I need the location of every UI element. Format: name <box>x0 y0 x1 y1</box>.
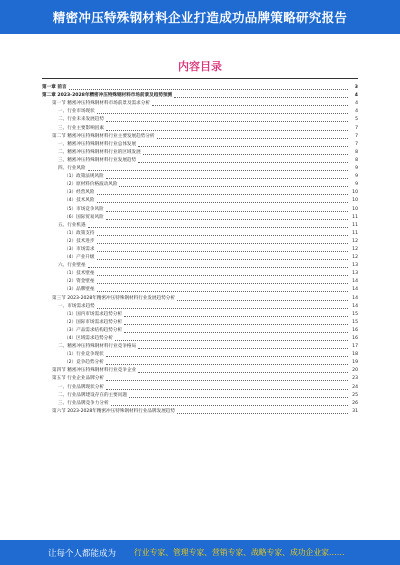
toc-entry[interactable] <box>42 327 358 335</box>
toc-entry-text: （1）政策支持 <box>64 230 95 236</box>
toc-entry[interactable] <box>42 197 358 205</box>
toc-entry[interactable] <box>42 270 358 278</box>
toc-entry-text: 四、行业风险 <box>58 166 86 172</box>
toc-entry[interactable] <box>42 367 358 375</box>
toc-entry[interactable] <box>42 141 358 149</box>
toc-entry-text: 六、行业壁垒 <box>58 263 86 269</box>
toc-entry[interactable] <box>42 319 358 327</box>
toc-entry-page: 7 <box>355 125 358 131</box>
toc-entry-page: 4 <box>354 93 358 99</box>
toc-entry-text: （4）产业升级 <box>64 255 95 261</box>
toc-entry-text: 第一章 前言 <box>42 85 67 91</box>
toc-leader-dots <box>69 88 348 90</box>
toc-entry-text: 一、精密冲压特殊钢材料行业总体发展 <box>58 141 137 147</box>
toc-entry-page: 7 <box>355 141 358 147</box>
toc-leader-dots <box>111 404 348 406</box>
toc-entry-text: （4）区域需求趋势分析 <box>64 336 113 341</box>
toc-leader-dots <box>138 145 348 147</box>
toc-entry-page: 10 <box>352 206 358 212</box>
toc-entry[interactable] <box>42 383 358 391</box>
toc-entry[interactable] <box>42 278 358 286</box>
toc-entry-page: 12 <box>352 246 358 252</box>
toc-entry[interactable] <box>42 294 358 302</box>
toc-entry-page: 10 <box>352 190 358 196</box>
toc-entry-text: （2）技术进步 <box>64 238 95 244</box>
toc-leader-dots <box>97 201 349 203</box>
toc-leader-dots <box>106 363 348 365</box>
toc-divider <box>42 78 358 79</box>
toc-entry-page: 11 <box>352 230 358 236</box>
toc-entry[interactable] <box>42 189 358 197</box>
toc-entry[interactable] <box>42 351 358 359</box>
footer-tags: 行业专家、管理专家、营销专家、战略专家、成功企业家…… <box>134 548 345 557</box>
toc-leader-dots <box>88 266 348 268</box>
toc-leader-dots <box>138 161 348 163</box>
toc-entry[interactable] <box>42 303 358 311</box>
toc-leader-dots <box>138 371 348 373</box>
toc-entry-page: 31 <box>352 408 358 414</box>
toc-entry[interactable] <box>42 262 358 270</box>
toc-entry-page: 4 <box>355 109 358 115</box>
toc-entry-page: 15 <box>352 311 358 317</box>
toc-entry[interactable] <box>42 335 358 343</box>
toc-entry-text: 第二节 精密冲压特殊钢材料行业主要发展趋势分析 <box>52 133 155 139</box>
toc-entry-text: 二、精密冲压特殊钢材料行业的区域发展 <box>58 149 141 155</box>
toc-leader-dots <box>177 412 348 414</box>
toc-leader-dots <box>106 388 348 390</box>
toc-entry-page: 17 <box>352 344 358 350</box>
toc-entry-page: 14 <box>352 303 358 309</box>
toc-title: 内容目录 <box>178 60 222 73</box>
toc-entry-text: 第二章 2023-2028年精密冲压特殊钢材料市场前景及趋势预测 <box>42 93 173 99</box>
toc-entry-page: 11 <box>352 222 358 228</box>
toc-entry-page: 13 <box>352 263 358 269</box>
toc-entry-text: 三、行业品牌竞争力分析 <box>58 400 109 406</box>
toc-leader-dots <box>97 112 348 114</box>
toc-entry-text: （2）原材料价格波动风险 <box>64 182 118 188</box>
toc-entry-text: （1）行业竞争现状 <box>64 352 104 358</box>
toc-entry-page: 24 <box>352 384 358 390</box>
toc-entry-text: 第三节 2023-2028年精密冲压特殊钢材料行业发展趋势分析 <box>52 295 175 301</box>
toc-entry[interactable] <box>42 149 358 157</box>
toc-entry[interactable] <box>42 222 358 230</box>
toc-leader-dots <box>124 323 348 325</box>
toc-leader-dots <box>97 290 349 292</box>
toc-entry-text: （3）经营风险 <box>64 190 95 196</box>
toc-entry-text: （3）市场需求 <box>64 246 95 252</box>
toc-leader-dots <box>106 177 348 179</box>
toc-entry[interactable] <box>42 238 358 246</box>
toc-entry-page: 7 <box>355 133 358 139</box>
toc-entry-page: 4 <box>355 101 358 107</box>
toc-leader-dots <box>129 396 348 398</box>
toc-entry-page: 11 <box>352 214 358 220</box>
toc-entry-text: 第六节 2023-2028年精密冲压特殊钢材料行业品牌发展趋势 <box>52 408 175 414</box>
toc-entry-page: 18 <box>352 352 358 358</box>
toc-entry-text: 一、行业市场现状 <box>58 109 95 115</box>
toc-entry-page: 5 <box>355 117 358 123</box>
footer-banner <box>0 540 400 565</box>
toc-leader-dots <box>106 129 348 131</box>
toc-entry-page: 3 <box>354 85 358 91</box>
toc-leader-dots <box>106 210 348 212</box>
toc-entry-text: 一、市场需求趋势 <box>58 303 95 309</box>
toc-entry[interactable] <box>42 133 358 141</box>
toc-entry-text: （2）竞争趋势分析 <box>64 360 104 366</box>
table-of-contents <box>42 84 358 416</box>
toc-entry[interactable] <box>42 254 358 262</box>
toc-leader-dots <box>88 226 348 228</box>
toc-entry[interactable] <box>42 205 358 213</box>
toc-leader-dots <box>97 250 349 252</box>
toc-entry-text: （1）技术壁垒 <box>64 271 95 277</box>
toc-leader-dots <box>97 242 349 244</box>
toc-leader-dots <box>97 274 349 276</box>
toc-entry-page: 19 <box>352 360 358 366</box>
toc-entry-text: 一、行业品牌现状分析 <box>58 384 104 390</box>
toc-entry[interactable] <box>42 116 358 124</box>
toc-leader-dots <box>177 299 348 301</box>
toc-leader-dots <box>106 120 348 122</box>
toc-entry-text: 五、行业机遇 <box>58 222 86 228</box>
toc-entry-text: （4）技术风险 <box>64 198 95 204</box>
toc-entry-text: 二、行业未来发展趋势 <box>58 117 104 123</box>
toc-entry[interactable] <box>42 181 358 189</box>
toc-entry-text: （1）国内市场需求趋势分析 <box>64 311 123 317</box>
toc-entry[interactable] <box>42 165 358 173</box>
toc-entry-page: 14 <box>352 295 358 301</box>
report-title-banner <box>0 0 400 34</box>
toc-leader-dots <box>106 379 348 381</box>
toc-entry[interactable] <box>42 173 358 181</box>
toc-leader-dots <box>119 185 348 187</box>
toc-entry-page: 9 <box>355 166 358 172</box>
toc-entry-page: 8 <box>355 157 358 163</box>
toc-entry-page: 16 <box>352 327 358 333</box>
toc-entry[interactable] <box>42 84 358 92</box>
toc-entry-text: 第五节 行业企业品牌分析 <box>52 376 104 382</box>
toc-entry[interactable] <box>42 108 358 116</box>
toc-entry-page: 16 <box>352 336 358 341</box>
toc-leader-dots <box>97 193 349 195</box>
toc-entry-text: （2）国际市场需求趋势分析 <box>64 319 123 325</box>
toc-leader-dots <box>124 315 348 317</box>
toc-entry-page: 14 <box>352 279 358 285</box>
toc-entry-page: 12 <box>352 238 358 244</box>
toc-leader-dots <box>106 218 348 220</box>
toc-entry-page: 9 <box>355 174 358 180</box>
toc-entry[interactable] <box>42 157 358 165</box>
toc-leader-dots <box>97 234 349 236</box>
toc-entry[interactable] <box>42 100 358 108</box>
toc-leader-dots <box>157 137 348 139</box>
toc-entry[interactable] <box>42 311 358 319</box>
toc-entry[interactable] <box>42 359 358 367</box>
toc-entry-page: 9 <box>355 182 358 188</box>
toc-entry-text: （3）产品需求结构趋势分析 <box>64 327 123 333</box>
toc-entry-page: 8 <box>355 149 358 155</box>
toc-entry-page: 13 <box>352 271 358 277</box>
toc-entry-text: （5）市场竞争风险 <box>64 206 104 212</box>
toc-entry-text: 二、行业品牌建设存在的主要问题 <box>58 392 127 398</box>
toc-leader-dots <box>124 331 348 333</box>
toc-entry-page: 20 <box>352 368 358 374</box>
toc-leader-dots <box>106 355 348 357</box>
footer-slogan: 让每个人都能成为 <box>48 548 117 559</box>
toc-entry[interactable] <box>42 392 358 400</box>
toc-entry[interactable] <box>42 400 358 408</box>
toc-entry[interactable] <box>42 214 358 222</box>
toc-entry[interactable] <box>42 124 358 132</box>
toc-leader-dots <box>138 347 348 349</box>
toc-entry-page: 25 <box>352 392 358 398</box>
toc-entry-text: 二、精密冲压特殊钢材料行业竞争格局 <box>58 344 137 350</box>
toc-leader-dots <box>97 258 349 260</box>
toc-entry[interactable] <box>42 230 358 238</box>
toc-entry-page: 10 <box>352 198 358 204</box>
toc-entry-text: （3）品牌壁垒 <box>64 287 95 293</box>
toc-leader-dots <box>143 153 348 155</box>
toc-entry-text: （1）政策法规风险 <box>64 174 104 180</box>
toc-entry[interactable] <box>42 343 358 351</box>
toc-leader-dots <box>97 282 349 284</box>
toc-leader-dots <box>88 169 348 171</box>
toc-entry[interactable] <box>42 92 358 100</box>
toc-entry-text: 第四节 精密冲压特殊钢材料行业竞争企业 <box>52 368 137 374</box>
toc-entry[interactable] <box>42 246 358 254</box>
toc-entry-text: （6）国际贸易风险 <box>64 214 104 220</box>
toc-leader-dots <box>115 339 348 341</box>
toc-entry-text: 三、精密冲压特殊钢材料行业发展趋势 <box>58 157 137 163</box>
toc-leader-dots <box>152 104 348 106</box>
toc-entry-page: 26 <box>352 400 358 406</box>
toc-leader-dots <box>97 307 348 309</box>
toc-entry[interactable] <box>42 286 358 294</box>
toc-leader-dots <box>174 96 348 98</box>
toc-entry-page: 14 <box>352 287 358 293</box>
toc-entry-text: 三、行业主要影响因素 <box>58 125 104 131</box>
report-title: 精密冲压特殊钢材料企业打造成功品牌策略研究报告 <box>52 10 348 25</box>
toc-entry-page: 15 <box>352 319 358 325</box>
toc-entry-page: 12 <box>352 255 358 261</box>
toc-entry[interactable] <box>42 408 358 416</box>
toc-entry[interactable] <box>42 375 358 383</box>
toc-entry-text: 第一节 精密冲压特殊钢材料市场前景及需求分析 <box>52 101 150 107</box>
toc-entry-page: 23 <box>352 376 358 382</box>
toc-entry-text: （2）资金壁垒 <box>64 279 95 285</box>
